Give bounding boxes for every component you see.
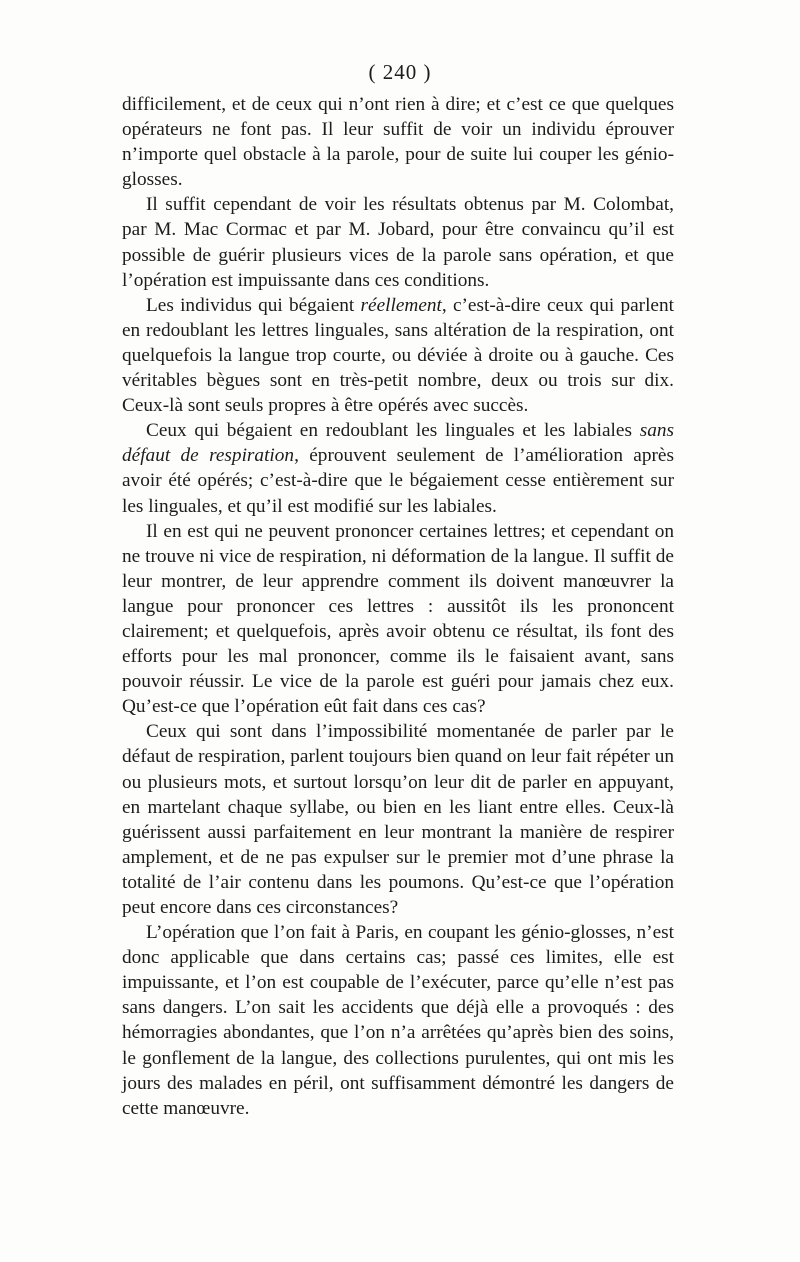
paragraph: [122, 92, 674, 192]
text-segment: L’opération que l’on fait à Paris, en coupant les génio-glosses, n’est donc applicable que dans certains cas; passé ces limites, elle est impuissante, et l’on est coupable de l’exécuter, parce qu’elle n’est pas sans dangers. L’on sait les accidents que déjà elle a provoqués : des hémorragies abondantes, que l’on n’a arrêtées qu’après bien des soins, le gonflement de la langue, des collections purulentes, qui ont mis les jours des malades en péril, ont suffisamment démontré les dangers de cette manœuvre.: [122, 922, 674, 1119]
text-segment: difficilement, et de ceux qui n’ont rien à dire; et c’est ce que quelques opérateurs ne font pas. Il leur suffit de voir un individu éprouver n’importe quel obstacle à la parole, pour de suite lui couper les génio-glosses.: [122, 94, 674, 191]
italic-text: réellement: [360, 294, 442, 316]
paragraph: [122, 719, 674, 920]
text-segment: , éprouvent seulement de l’amélioration après avoir été opérés; c’est-à-dire que le bégaiement cesse entièrement sur les linguales, et qu’il est modifié sur les labiales.: [122, 445, 674, 517]
paragraph: [122, 418, 674, 518]
body-text: [122, 92, 674, 1121]
text-segment: Il suffit cependant de voir les résultats obtenus par M. Colombat, par M. Mac Cormac et par M. Jobard, pour être convaincu qu’il est possible de guérir plusieurs vices de la parole sans opération, et que l’opération est impuissante dans ces conditions.: [122, 194, 674, 291]
italic-text: sans défaut de respiration: [122, 420, 674, 467]
text-segment: Il en est qui ne peuvent prononcer certaines lettres; et cependant on ne trouve ni vice de respiration, ni déformation de la langue. Il suffit de leur montrer, de leur apprendre comment ils doivent manœuvrer la langue pour prononcer ces lettres : aussitôt ils les prononcent clairement; et quelquefois, après avoir obtenu ce résultat, ils font des efforts pour les mal prononcer, comme ils le faisaient avant, sans pouvoir réussir. Le vice de la parole est guéri pour jamais chez eux. Qu’est-ce que l’opération eût fait dans ces cas?: [122, 520, 674, 718]
paragraph: [122, 920, 674, 1121]
text-segment: Ceux qui bégaient en redoublant les linguales et les labiales: [146, 420, 640, 442]
text-segment: Les individus qui bégaient: [146, 294, 361, 316]
paragraph: [122, 192, 674, 292]
paragraph: [122, 293, 674, 418]
paragraph: [122, 519, 674, 720]
text-segment: Ceux qui sont dans l’impossibilité momentanée de parler par le défaut de respiration, parlent toujours bien quand on leur fait répéter un ou plusieurs mots, et surtout lorsqu’on leur dit de parler en appuyant, en martelant chaque syllabe, ou bien en les liant entre elles. Ceux-là guérissent aussi parfaitement en leur montrant la manière de respirer amplement, et de ne pas expulser sur le premier mot d’une phrase la totalité de l’air contenu dans les poumons. Qu’est-ce que l’opération peut encore dans ces circonstances?: [122, 721, 674, 918]
text-segment: , c’est-à-dire ceux qui parlent en redoublant les lettres linguales, sans altération de la respiration, ont quelquefois la langue trop courte, ou déviée à droite ou à gauche. Ces véritables bègues sont en très-petit nombre, deux ou trois sur dix. Ceux-là sont seuls propres à être opérés avec succès.: [122, 294, 674, 417]
page-number: ( 240 ): [368, 60, 432, 84]
